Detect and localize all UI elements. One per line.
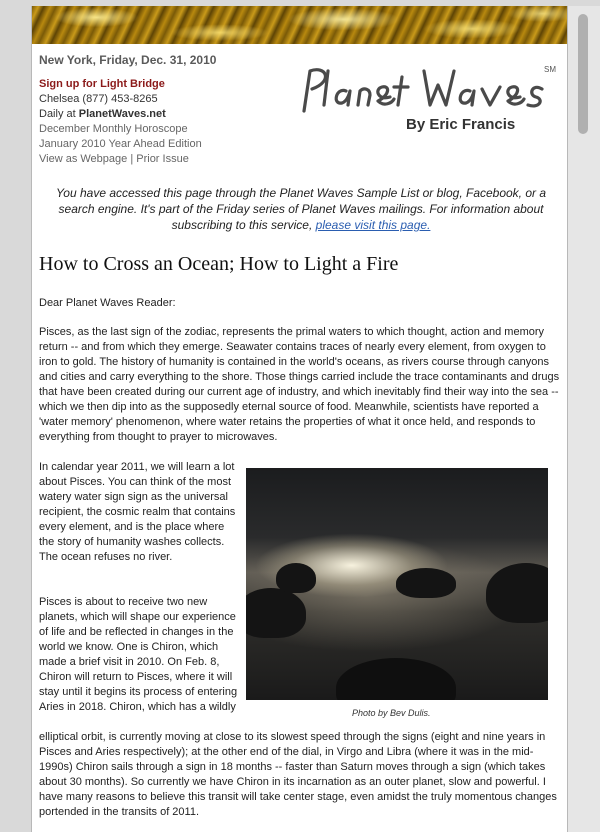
- article-paragraph-3-top: Pisces is about to receive two new planets, which will shape our experience of life and be reflected in changes in the world we know. One is Chiron, which made a brief visit in 2010. On Feb. 8, Chiron will return to Pisces, where it will stay until it begins its process of entering Aries in 2018. Chiron, which has a wildly: [39, 596, 238, 713]
- header-banner: [32, 6, 568, 44]
- photo-rock-right: [486, 563, 548, 623]
- photo-rock-mid: [396, 568, 456, 598]
- salutation: Dear Planet Waves Reader:: [39, 297, 176, 309]
- notice-text: You have accessed this page through the Planet Waves Sample List or blog, Facebook, or a search engine. It's part of the Friday series of Planet Waves mailings. For information about subscribing to this service,: [55, 186, 547, 232]
- link-separator: |: [130, 153, 134, 165]
- article-paragraph-3-bottom: elliptical orbit, is currently moving at close to its slowest speed through the signs (eight and nine years in Pisces and Aries respectively); at the other end of the dial, in Virgo and Libra (where it was in the mid-1990s) Chiron sails through a sign in 18 months -- faster than Saturn moves through a sign (which takes about 30 months). So currently we have Chiron in its incarnation as an outer planet, slow and powerful. I have many reasons to believe this transit will take center stage, even amidst the truly momentous changes portended in the transits of 2011.: [39, 731, 557, 818]
- planetwaves-link[interactable]: PlanetWaves.net: [78, 108, 166, 120]
- year-ahead-link[interactable]: January 2010 Year Ahead Edition: [39, 138, 202, 150]
- byline: By Eric Francis: [406, 116, 516, 133]
- prior-issue-link[interactable]: Prior Issue: [136, 153, 189, 165]
- daily-line: [39, 107, 202, 122]
- view-webpage-link[interactable]: View as Webpage: [39, 153, 128, 165]
- article-headline: How to Cross an Ocean; How to Light a Fire: [39, 253, 399, 275]
- planet-waves-logo[interactable]: [298, 61, 558, 133]
- signup-link[interactable]: Sign up for Light Bridge: [39, 78, 165, 90]
- article-paragraph-1: Pisces, as the last sign of the zodiac, represents the primal waters to which thought, action and memory return -- and from which they emerge. Seawater contains traces of nearly every element, from oxygen to iron to gold. The history of humanity is contained in the world's oceans, as rivers course through canyons and cities and carry everything to the shore. Those things carried include the trace contaminants and drugs that have been created during our current age of industry, and which inevitably find their way into the sea -- which we then dip into as the supposedly eternal source of food. Meanwhile, scientists have reported a 'water memory' phenomenon, where water retains the properties of what it once held, and responds to everything from thought to prayer to microwaves.: [39, 326, 560, 443]
- subscribe-info-link[interactable]: please visit this page.: [315, 218, 431, 232]
- scrollbar-thumb[interactable]: [578, 14, 588, 134]
- photo-rock-left: [246, 588, 306, 638]
- view-links: [39, 152, 202, 167]
- daily-prefix: Daily at: [39, 108, 79, 120]
- article-paragraph-2: In calendar year 2011, we will learn a lot about Pisces. You can think of the most watery water sign sign as the universal recipient, the cosmic realm that contains every element, and is the place where the story of humanity washes collects. The ocean refuses no river.: [39, 461, 236, 563]
- phone-number: Chelsea (877) 453-8265: [39, 93, 158, 105]
- header-links: [39, 77, 202, 167]
- access-notice: [40, 185, 562, 233]
- trademark-mark: SM: [544, 65, 556, 74]
- monthly-horoscope-link[interactable]: December Monthly Horoscope: [39, 123, 188, 135]
- ocean-photo: [246, 468, 548, 700]
- logo-script: [298, 61, 548, 117]
- email-page: [31, 6, 568, 832]
- dateline: New York, Friday, Dec. 31, 2010: [39, 53, 217, 67]
- photo-caption: Photo by Bev Dulis.: [352, 708, 431, 718]
- photo-shore: [336, 658, 456, 700]
- photo-rock-small: [276, 563, 316, 593]
